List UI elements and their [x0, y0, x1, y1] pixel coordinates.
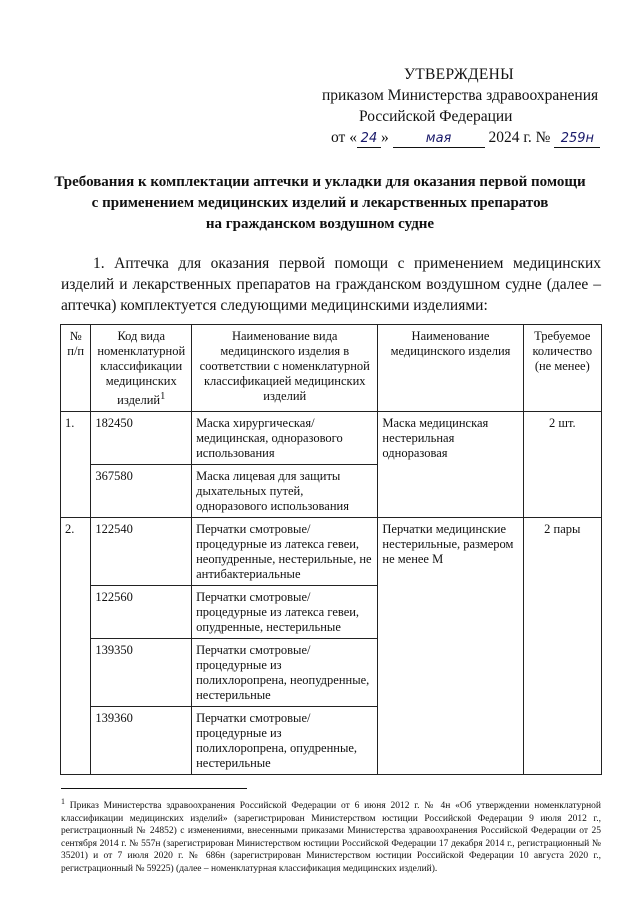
row-name: Маска лицевая для защиты дыхательных путей, одноразового использования — [192, 465, 378, 518]
row-code: 182450 — [91, 412, 192, 465]
row-name: Маска хирургическая/ медицинская, одноразового использования — [192, 412, 378, 465]
header-num: № п/п — [61, 325, 91, 412]
row-name: Перчатки смотровые/ процедурные из латекса гевеи, неопудренные, нестерильные, не антибактериальные — [192, 518, 378, 586]
header-name: Наименование вида медицинского изделия в соответствии с номенклатурной классификацией медицинских изделий — [192, 325, 378, 412]
kit-table — [60, 324, 602, 775]
date-year: 2024 г. № — [488, 129, 551, 146]
intro-paragraph — [61, 253, 601, 316]
intro-text: 1. Аптечка для оказания первой помощи с применением медицинских изделий и лекарственных препаратов на гражданском воздушном судне (далее – аптечка) комплектуется следующими медицинскими изделиями: — [61, 255, 601, 314]
row-med: Маска медицинская нестерильная одноразовая — [378, 412, 523, 518]
row-code: 139350 — [91, 639, 192, 707]
approval-date — [318, 127, 618, 148]
title-line3: на гражданском воздушном судне — [205, 216, 435, 232]
title-line1: Требования к комплектации аптечки и укладки для оказания первой помощи — [54, 174, 586, 190]
order-number: 259н — [554, 131, 600, 148]
date-prefix: от « — [331, 129, 357, 146]
row-code: 367580 — [91, 465, 192, 518]
header-code-footnote-mark: 1 — [160, 391, 166, 402]
row-med: Перчатки медицинские нестерильные, размером не менее М — [378, 518, 523, 775]
row-code: 122560 — [91, 586, 192, 639]
approval-title: УТВЕРЖДЕНЫ — [404, 66, 514, 83]
date-day: 24 — [357, 131, 381, 148]
row-qty: 2 пары — [523, 518, 601, 775]
row-num: 2. — [61, 518, 91, 775]
row-qty: 2 шт. — [523, 412, 601, 518]
table-header-row — [61, 325, 602, 412]
document-title — [30, 172, 610, 235]
row-code: 139360 — [91, 707, 192, 775]
header-code — [91, 325, 192, 412]
row-name: Перчатки смотровые/ процедурные из полихлоропрена, опудренные, нестерильные — [192, 707, 378, 775]
footnote-mark: 1 — [61, 797, 65, 806]
approval-block — [318, 64, 618, 148]
footnote-text: Приказ Министерства здравоохранения Российской Федерации от 6 июня 2012 г. № 4н «Об утверждении номенклатурной классификации медицинских изделий» (зарегистрирован Министерством юстиции Российской Федерации 9 июля 2012 г., регистрационный № 24852) с изменениями, внесенными приказами Министерства здравоохранения Российской Федерации от 25 сентября 2014 г. № 557н (зарегистрирован Министерством юстиции Российской Федерации 17 декабря 2014 г., регистрационный № 35201) и от 7 июля 2020 г. № 686н (зарегистрирован Министерством юстиции Российской Федерации 10 августа 2020 г., регистрационный № 59225) (далее – номенклатурная классификация медицинских изделий). — [61, 801, 601, 874]
row-code: 122540 — [91, 518, 192, 586]
footnote — [61, 796, 601, 875]
header-qty: Требуемое количество (не менее) — [523, 325, 601, 412]
date-mid: » — [380, 129, 389, 146]
footnote-divider — [61, 788, 247, 789]
approval-line2: Российской Федерации — [359, 108, 513, 125]
header-code-text: Код вида номенклатурной классификации медицинских изделий — [97, 329, 186, 408]
title-line2: с применением медицинских изделий и лекарственных препаратов — [91, 195, 549, 211]
table-row — [61, 518, 602, 586]
row-name: Перчатки смотровые/ процедурные из полихлоропрена, неопудренные, нестерильные — [192, 639, 378, 707]
row-num: 1. — [61, 412, 91, 518]
approval-line1: приказом Министерства здравоохранения — [322, 87, 599, 104]
date-month: мая — [393, 131, 485, 148]
table-row — [61, 412, 602, 465]
header-med: Наименование медицинского изделия — [378, 325, 523, 412]
row-name: Перчатки смотровые/ процедурные из латекса гевеи, опудренные, нестерильные — [192, 586, 378, 639]
